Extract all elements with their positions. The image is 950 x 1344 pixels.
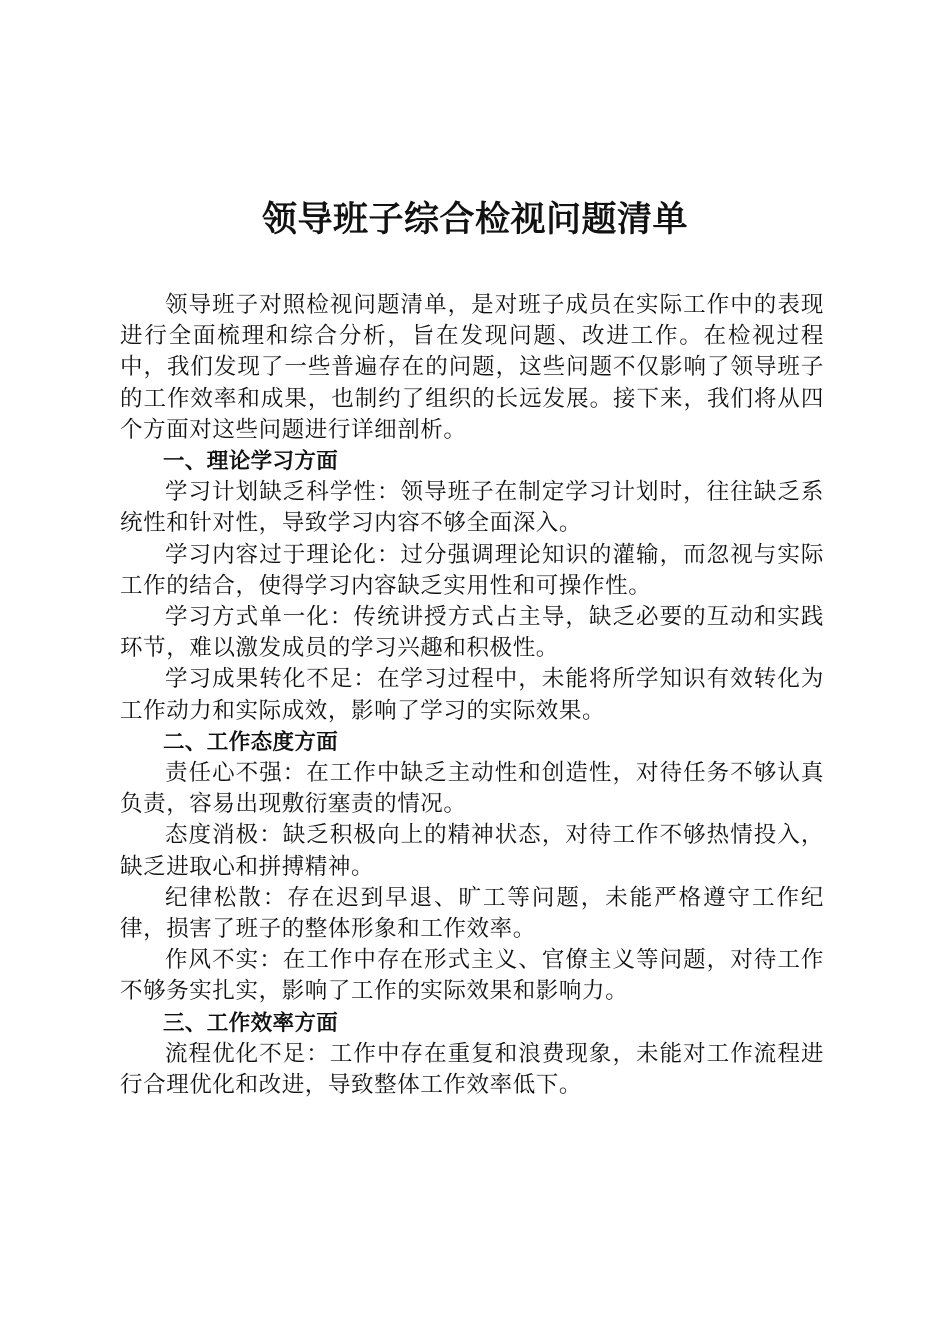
section-paragraph: 作风不实：在工作中存在形式主义、官僚主义等问题，对待工作不够务实扎实，影响了工作的实际效果和影响力。	[120, 947, 824, 1005]
section-paragraph: 流程优化不足：工作中存在重复和浪费现象，未能对工作流程进行合理优化和改进，导致整体工作效率低下。	[120, 1040, 824, 1099]
document-title: 领导班子综合检视问题清单	[261, 199, 688, 240]
section-paragraph: 学习内容过于理论化：过分强调理论知识的灌输，而忽视与实际工作的结合，使得学习内容缺乏实用性和可操作性。	[120, 541, 824, 599]
section-heading-theory-study: 一、理论学习方面	[163, 449, 339, 475]
section-paragraph: 学习方式单一化：传统讲授方式占主导，缺乏必要的互动和实践环节，难以激发成员的学习兴趣和积极性。	[120, 604, 824, 662]
section-paragraph: 态度消极：缺乏积极向上的精神状态，对待工作不够热情投入，缺乏进取心和拼搏精神。	[120, 822, 824, 880]
section-heading-work-efficiency: 三、工作效率方面	[163, 1010, 339, 1036]
section-paragraph: 学习计划缺乏科学性：领导班子在制定学习计划时，往往缺乏系统性和针对性，导致学习内容不够全面深入。	[120, 479, 824, 537]
document-body	[120, 290, 824, 1101]
section-paragraph: 纪律松散：存在迟到早退、旷工等问题，未能严格遵守工作纪律，损害了班子的整体形象和工作效率。	[120, 884, 824, 943]
section-heading-work-attitude: 二、工作态度方面	[163, 729, 339, 755]
intro-paragraph: 领导班子对照检视问题清单，是对班子成员在实际工作中的表现进行全面梳理和综合分析，旨在发现问题、改进工作。在检视过程中，我们发现了一些普遍存在的问题，这些问题不仅影响了领导班子的工作效率和成果，也制约了组织的长远发展。接下来，我们将从四个方面对这些问题进行详细剖析。	[120, 292, 824, 443]
section-paragraph: 学习成果转化不足：在学习过程中，未能将所学知识有效转化为工作动力和实际成效，影响了学习的实际效果。	[120, 666, 824, 724]
section-paragraph: 责任心不强：在工作中缺乏主动性和创造性，对待任务不够认真负责，容易出现敷衍塞责的情况。	[120, 760, 824, 818]
